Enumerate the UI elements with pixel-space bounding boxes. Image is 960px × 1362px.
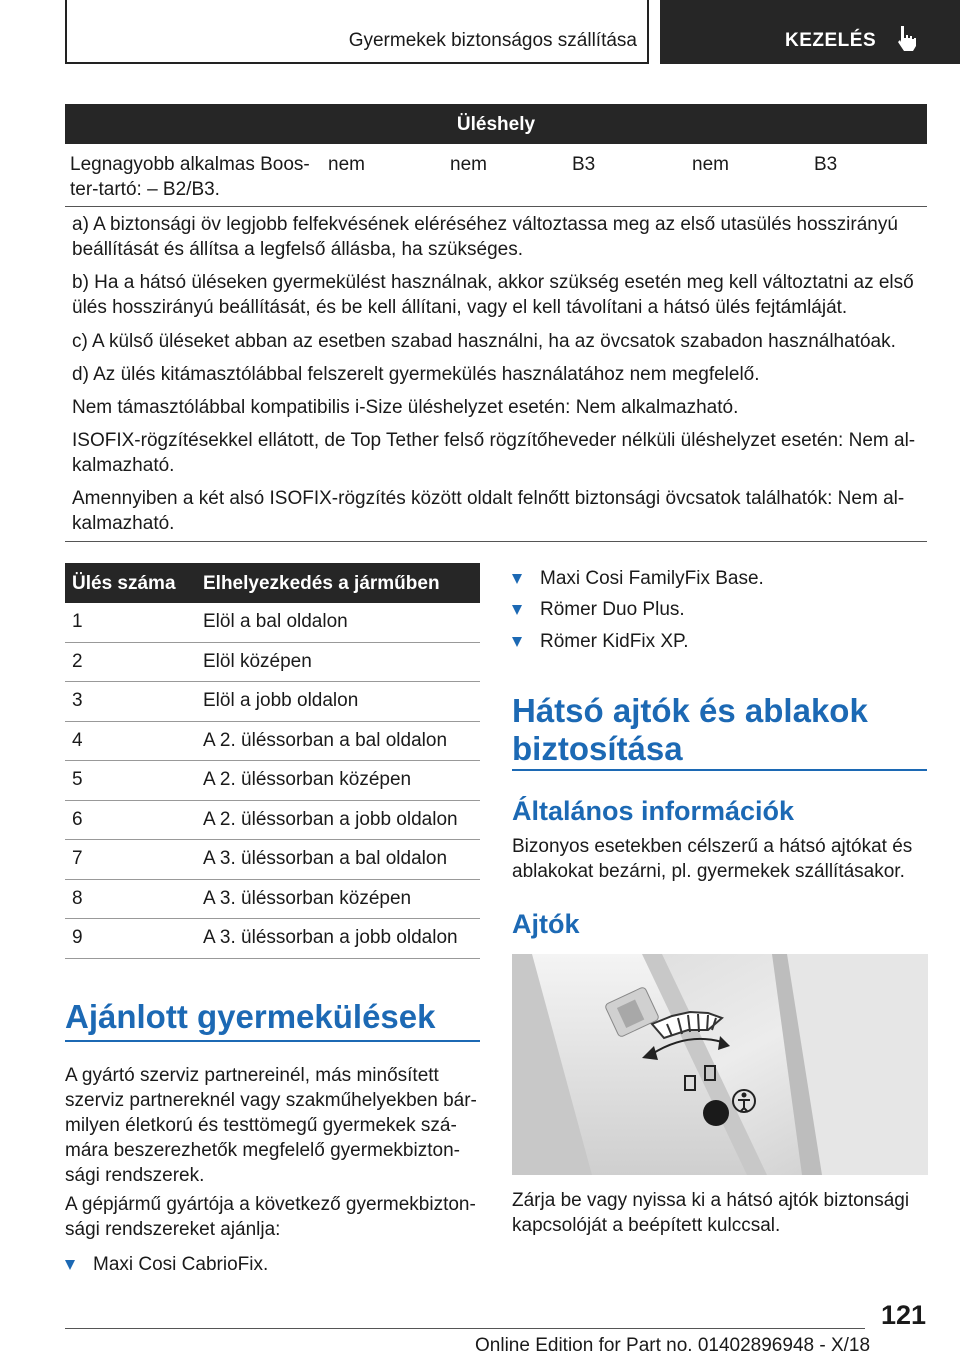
table-cell: nem: [692, 154, 729, 175]
seat-number-table-header: [65, 563, 480, 603]
col-seat-number: Ülés száma: [72, 573, 176, 594]
recommended-list-intro: A gépjármű gyártója a következő gyermekbizton-sági rendszereket ajánlja:: [65, 1194, 476, 1240]
page-number: 121: [880, 1300, 926, 1330]
table-row: [65, 919, 480, 959]
table-row: [65, 643, 480, 683]
seat-location: A 3. üléssorban a jobb oldalon: [203, 927, 458, 948]
seat-location: Elöl a bal oldalon: [203, 611, 348, 632]
triangle-bullet-icon: [65, 1260, 75, 1270]
table-row: [65, 880, 480, 920]
seat-location: A 2. üléssorban a bal oldalon: [203, 729, 448, 751]
seat-location: Elöl a jobb oldalon: [203, 690, 359, 711]
seat-location: Elöl középen: [203, 650, 312, 672]
footnote-b: b) Ha a hátsó üléseken gyermekülést használnak, akkor szükség esetén meg kell változtatni az első ülés hosszirányú beállítását, és be kell állítani, vagy el kell távolítani a hátsó ülés fejtámláját.: [72, 272, 914, 318]
rear-doors-heading: Hátsó ajtók és ablakok biztosítása: [512, 692, 868, 767]
edition-footer: Online Edition for Part no. 01402896948 - X/18: [475, 1335, 871, 1356]
seat-location: A 3. üléssorban középen: [203, 887, 412, 909]
seat-number: 8: [72, 887, 83, 909]
footnote-d: d) Az ülés kitámasztólábbal felszerelt gyermekülés használatához nem megfelelő.: [72, 364, 760, 385]
table-rule: [65, 206, 927, 207]
general-info-text: Bizonyos esetekben célszerű a hátsó ajtókat és ablakokat bezárni, pl. gyermekek szállításakor.: [512, 836, 913, 882]
table-row: [65, 722, 480, 762]
triangle-bullet-icon: [512, 574, 522, 584]
table-cell: B3: [572, 154, 596, 175]
seat-position-table-header: [65, 104, 927, 144]
section-title: Gyermekek biztonságos szállítása: [348, 30, 637, 51]
note-isofix-toptether: ISOFIX-rögzítésekkel ellátott, de Top Tether felső rögzítőheveder nélküli üléshelyzet esetén: Nem al-kalmazható.: [72, 430, 916, 476]
table-cell: nem: [450, 154, 487, 175]
row-label-line1: Legnagyobb alkalmas Boos-: [70, 154, 310, 175]
heading-rule: [65, 1040, 480, 1042]
table-cell: B3: [814, 154, 838, 175]
table-header-label: Üléshely: [456, 114, 536, 135]
child-lock-caption: Zárja be vagy nyissa ki a hátsó ajtók biztonsági kapcsolóját a beépített kulccsal.: [512, 1190, 910, 1236]
table-cell: nem: [328, 154, 365, 175]
seat-number: 2: [72, 650, 83, 672]
footnote-c: c) A külső üléseket abban az esetben szabad használni, ha az övcsatok szabadon használhatóak.: [72, 331, 896, 352]
row-label-line2: ter-tartó: – B2/B3.: [70, 179, 220, 200]
general-info-heading: Általános információk: [512, 796, 795, 826]
seat-number: 1: [72, 611, 83, 632]
table-row: [65, 840, 480, 880]
footer-rule: [65, 1328, 865, 1329]
table-row: [65, 761, 480, 801]
seat-location: A 2. üléssorban a jobb oldalon: [203, 808, 458, 830]
triangle-bullet-icon: [512, 637, 522, 647]
triangle-bullet-icon: [512, 605, 522, 615]
note-isize: Nem támasztólábbal kompatibilis i-Size üléshelyzet esetén: Nem alkalmazható.: [72, 397, 739, 418]
heading-rule: [512, 769, 927, 771]
hand-pointer-icon: [895, 24, 921, 52]
recommended-seats-heading: Ajánlott gyermekülések: [65, 998, 436, 1035]
table-row: [65, 801, 480, 841]
seat-number: 5: [72, 769, 83, 790]
seat-number: 9: [72, 927, 83, 948]
seat-location: A 3. üléssorban a bal oldalon: [203, 848, 448, 869]
running-header-section: [65, 0, 649, 64]
seat-number: 4: [72, 729, 83, 751]
footnote-a: a) A biztonsági öv legjobb felfekvésének eléréséhez változtassa meg az első utasülés hosszirányú beállítását és állítsa a legfelső állásba, ha szükséges.: [72, 214, 898, 260]
child-lock-photo: [512, 954, 928, 1175]
table-rule: [65, 541, 927, 542]
table-row: [65, 603, 480, 643]
recommended-intro: A gyártó szerviz partnereinél, más minősített szerviz partnereknél vagy szakműhelyekben bár-milyen életkorú és testtömegű gyermekek szá-mára beszerezhetők megfelelő gyermekbizton-sági rendszerek.: [65, 1065, 477, 1186]
seat-location: A 2. üléssorban középen: [203, 769, 412, 790]
doors-heading: Ajtók: [512, 909, 580, 939]
note-isofix-buckles: Amennyiben a két alsó ISOFIX-rögzítés között oldalt felnőtt biztonsági övcsatok találhatók: Nem al-kalmazható.: [72, 488, 905, 534]
seat-number: 3: [72, 690, 83, 711]
seat-number: 6: [72, 808, 83, 830]
table-row: [65, 682, 480, 722]
chapter-label: KEZELÉS: [785, 30, 877, 51]
seat-number: 7: [72, 848, 83, 869]
col-location: Elhelyezkedés a járműben: [203, 573, 440, 594]
chapter-tab: [660, 0, 960, 64]
